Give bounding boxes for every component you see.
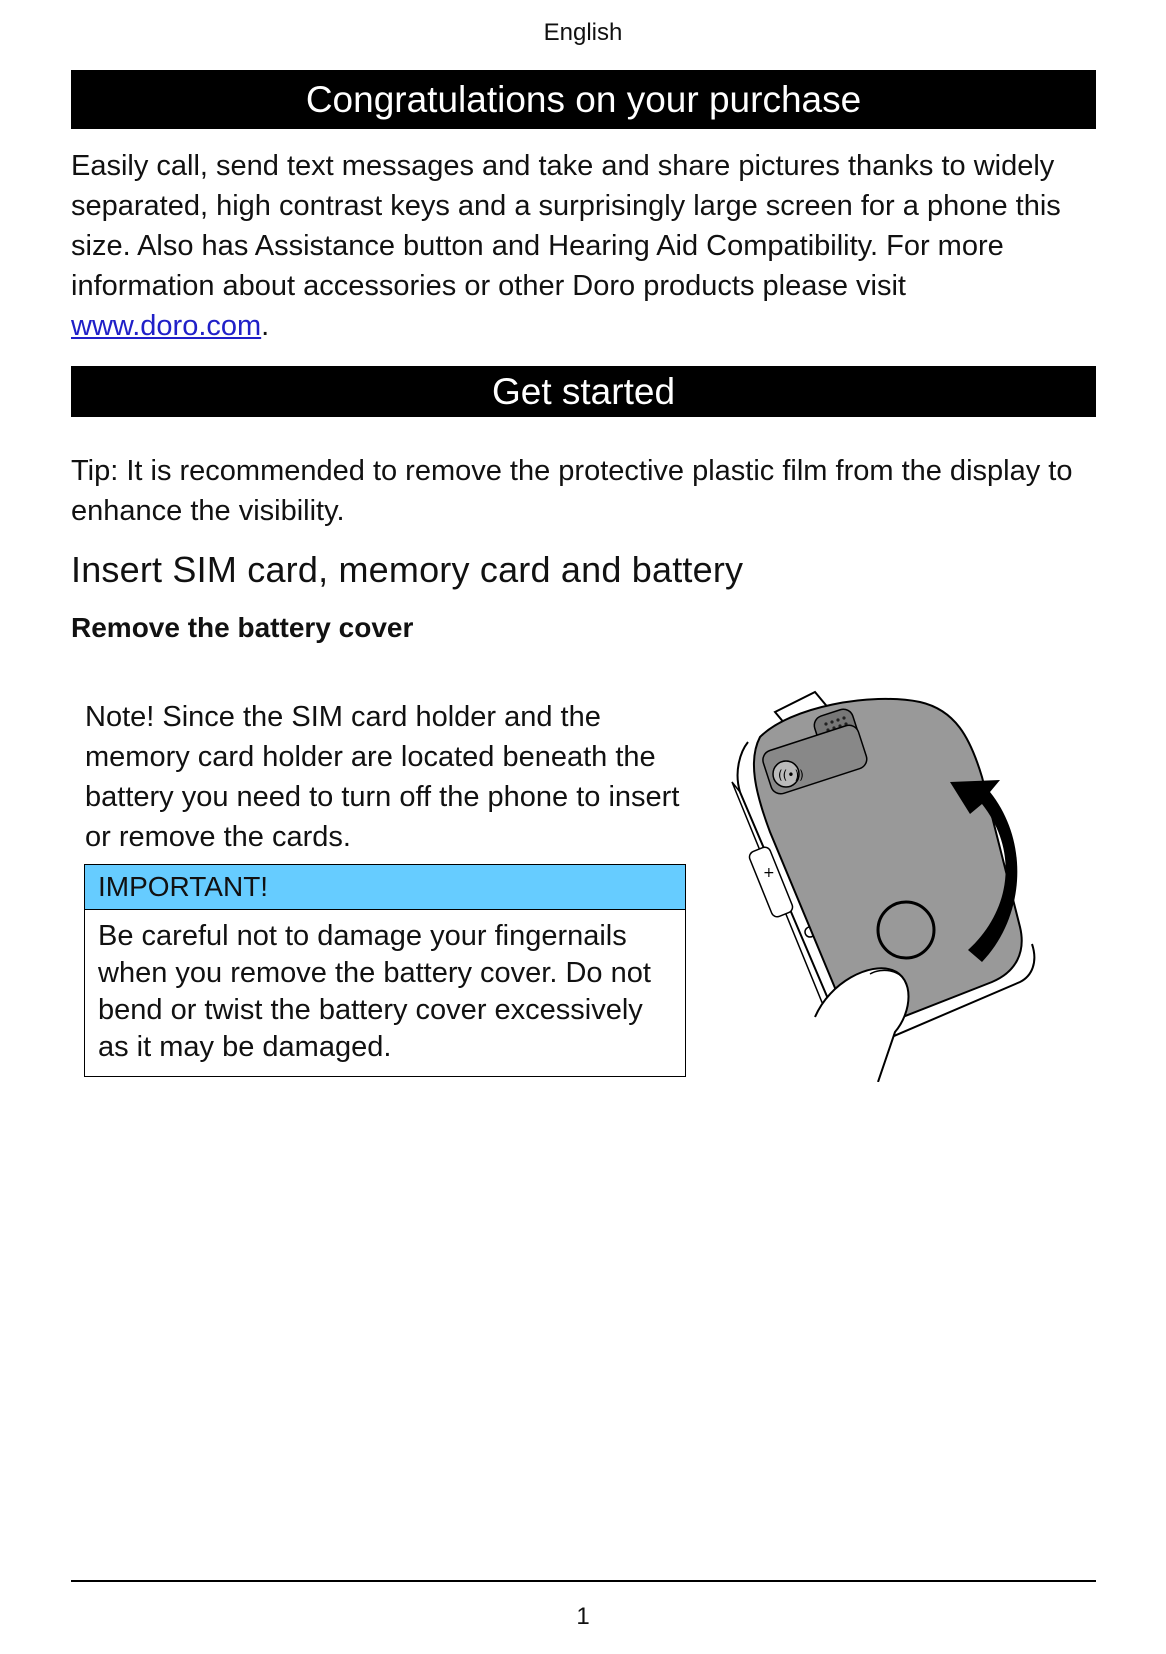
section-title-get-started: Get started [71, 366, 1096, 417]
important-title: IMPORTANT! [85, 865, 685, 910]
tip-text: It is recommended to remove the protective plastic film from the display to enhance the visibility. [71, 455, 1073, 527]
footer-divider [71, 1580, 1096, 1582]
intro-text-end: . [261, 310, 270, 342]
remove-cover-subheading: Remove the battery cover [71, 612, 414, 643]
note-text: Since the SIM card holder and the memory card holder are located beneath the battery you need to turn off the phone to insert or remove the cards. [85, 701, 680, 853]
language-label: English [543, 19, 623, 46]
note-label: Note! [85, 701, 155, 733]
intro-paragraph [71, 146, 1111, 346]
tip-paragraph [71, 451, 1111, 531]
nfc-glyph: ((•)) [778, 768, 804, 782]
important-box [84, 864, 686, 1077]
intro-text: Easily call, send text messages and take and share pictures thanks to widely separated, high contrast keys and a surprisingly large screen for a phone this size. Also has Assistance button and Hearing Aid Compatibility. For more information about accessories or other Doro products please visit [71, 150, 1061, 302]
battery-cover-illustration [720, 682, 1060, 1082]
thumb-outline [815, 968, 909, 1082]
volume-plus-glyph: + [763, 865, 775, 881]
insert-heading: Insert SIM card, memory card and battery [71, 549, 744, 590]
note-paragraph [85, 697, 685, 857]
doro-website-link[interactable]: www.doro.com [71, 310, 262, 342]
tip-label: Tip: [71, 455, 119, 487]
important-text: Be careful not to damage your fingernails when you remove the battery cover. Do not bend or twist the battery cover excessively as it may be damaged. [98, 920, 651, 1063]
page-number: 1 [576, 1603, 590, 1630]
section-title-congratulations: Congratulations on your purchase [71, 70, 1096, 129]
